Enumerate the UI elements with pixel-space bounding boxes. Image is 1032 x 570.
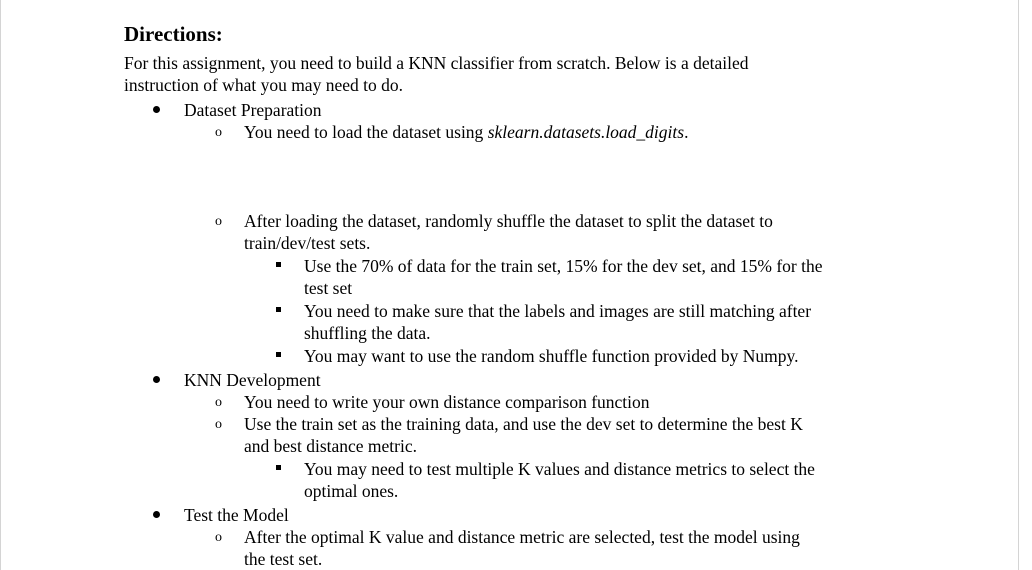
prep-item-match-line-1: You need to make sure that the labels and images are still matching after — [304, 301, 812, 321]
circle-bullet: o — [215, 530, 222, 545]
section-knn-development: KNN Development — [184, 370, 321, 390]
circle-bullet: o — [215, 125, 222, 140]
square-bullet — [276, 307, 281, 312]
square-bullet — [276, 352, 281, 357]
bullet-dot — [153, 106, 160, 113]
prep-item-split-line-2: test set — [304, 278, 353, 298]
intro-line-1: For this assignment, you need to build a KNN classifier from scratch. Below is a detailed — [124, 53, 749, 73]
test-sub-item-line-1: After the optimal K value and distance metric are selected, test the model using — [244, 527, 800, 547]
circle-bullet: o — [215, 395, 222, 410]
section-dataset-preparation: Dataset Preparation — [184, 100, 322, 120]
bullet-dot — [153, 376, 160, 383]
intro-line-2: instruction of what you may need to do. — [124, 75, 403, 95]
circle-bullet: o — [215, 214, 222, 229]
prep-sub-item-load-prefix: You need to load the dataset using — [244, 122, 488, 142]
test-sub-item-line-2: the test set. — [244, 549, 323, 569]
prep-sub-item-shuffle-line-2: train/dev/test sets. — [244, 233, 371, 253]
square-bullet — [276, 465, 281, 470]
bullet-dot — [153, 511, 160, 518]
prep-item-match-line-2: shuffling the data. — [304, 323, 431, 343]
knn-sub-item-distance: You need to write your own distance comparison function — [244, 392, 650, 412]
prep-sub-item-shuffle-line-1: After loading the dataset, randomly shuffle the dataset to split the dataset to — [244, 211, 773, 231]
prep-sub-item-load-suffix: . — [684, 122, 689, 142]
prep-item-numpy: You may want to use the random shuffle function provided by Numpy. — [304, 346, 799, 366]
knn-item-select-line-1: You may need to test multiple K values and distance metrics to select the — [304, 459, 815, 479]
knn-sub-item-train-line-1: Use the train set as the training data, and use the dev set to determine the best K — [244, 414, 803, 434]
page-title: Directions: — [124, 22, 223, 46]
prep-sub-item-load — [244, 121, 688, 143]
circle-bullet: o — [215, 417, 222, 432]
knn-sub-item-train-line-2: and best distance metric. — [244, 436, 417, 456]
knn-item-select-line-2: optimal ones. — [304, 481, 399, 501]
code-reference: sklearn.datasets.load_digits — [487, 122, 685, 142]
square-bullet — [276, 262, 281, 267]
section-test-the-model: Test the Model — [184, 505, 289, 525]
prep-item-split-line-1: Use the 70% of data for the train set, 15% for the dev set, and 15% for the — [304, 256, 823, 276]
